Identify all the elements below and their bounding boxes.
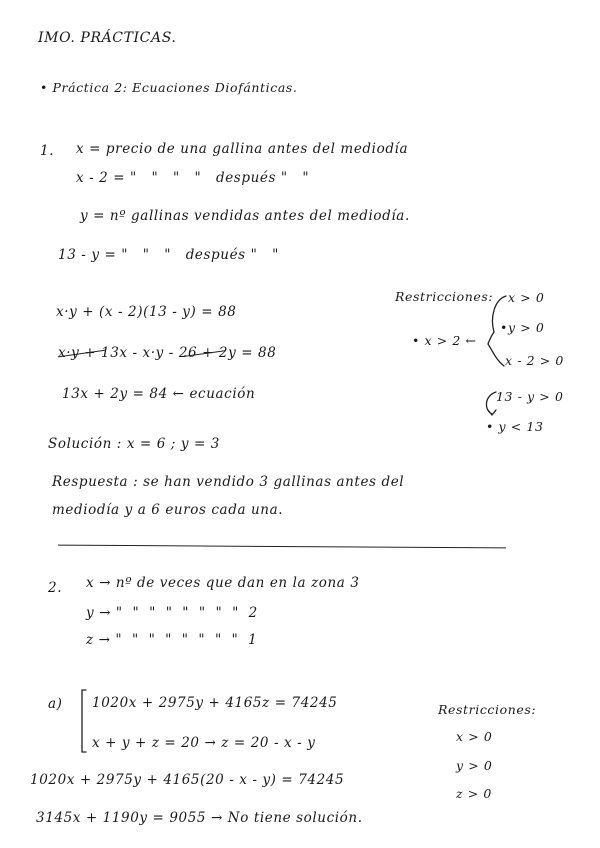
problem-1-restriction-x: x > 0 [508,290,545,305]
problem-1-restriction-13-y: 13 - y > 0 [496,389,564,404]
problem-1-restriction-y-lt-13: • y < 13 [486,419,544,434]
problem-1-restriction-x-gt-2: • x > 2 ← [412,333,477,348]
problem-2-restriction-x: x > 0 [456,729,493,744]
problem-1-solution: Solución : x = 6 ; y = 3 [48,436,220,452]
problem-1-def-y: y = nº gallinas vendidas antes del mediodía. [80,208,410,224]
problem-2-result: 3145x + 1190y = 9055 → No tiene solución. [36,810,363,826]
problem-2-substitution: 1020x + 2975y + 4165(20 - x - y) = 74245 [30,772,345,788]
problem-1-answer-line-1: Respuesta : se han vendido 3 gallinas antes del [52,474,405,490]
problem-2-system-equation-2: x + y + z = 20 → z = 20 - x - y [92,735,316,751]
problem-1-restriction-x-2: x - 2 > 0 [505,353,564,368]
problem-1-number: 1. [40,143,55,159]
problem-2-def-y: y → " " " " " " " " 2 [86,605,258,621]
problem-2-restrictions-title: Restricciones: [438,702,537,717]
problem-1-def-x2: x - 2 = " " " " después " " [76,170,310,186]
restriction-curved-arrow [486,392,496,415]
practice-subtitle: • Práctica 2: Ecuaciones Diofánticas. [40,80,298,95]
problem-1-equation-1: x·y + (x - 2)(13 - y) = 88 [56,304,237,320]
problem-2-part-a: a) [48,696,63,712]
problem-2-def-x: x → nº de veces que dan en la zona 3 [86,575,360,591]
system-bracket [82,690,86,752]
problem-1-def-x: x = precio de una gallina antes del mediodía [76,141,409,157]
problem-2-restriction-y: y > 0 [456,758,493,773]
page-title: IMO. PRÁCTICAS. [38,30,177,46]
problem-2-def-z: z → " " " " " " " " 1 [86,632,258,648]
problem-2-number: 2. [48,580,63,596]
problem-2-restriction-z: z > 0 [456,786,492,801]
problem-2-system-equation-1: 1020x + 2975y + 4165z = 74245 [92,695,338,711]
restriction-brace-1 [488,296,506,366]
problem-1-restriction-y: •y > 0 [500,320,545,335]
problem-1-answer-line-2: mediodía y a 6 euros cada una. [52,502,284,518]
problem-1-def-y2: 13 - y = " " " después " " [58,247,279,263]
problem-1-restrictions-title: Restricciones: [395,289,494,304]
problem-1-equation-2: x·y + 13x - x·y - 26 + 2y = 88 [58,345,277,361]
problem-1-equation-3: 13x + 2y = 84 ← ecuación [62,386,256,402]
